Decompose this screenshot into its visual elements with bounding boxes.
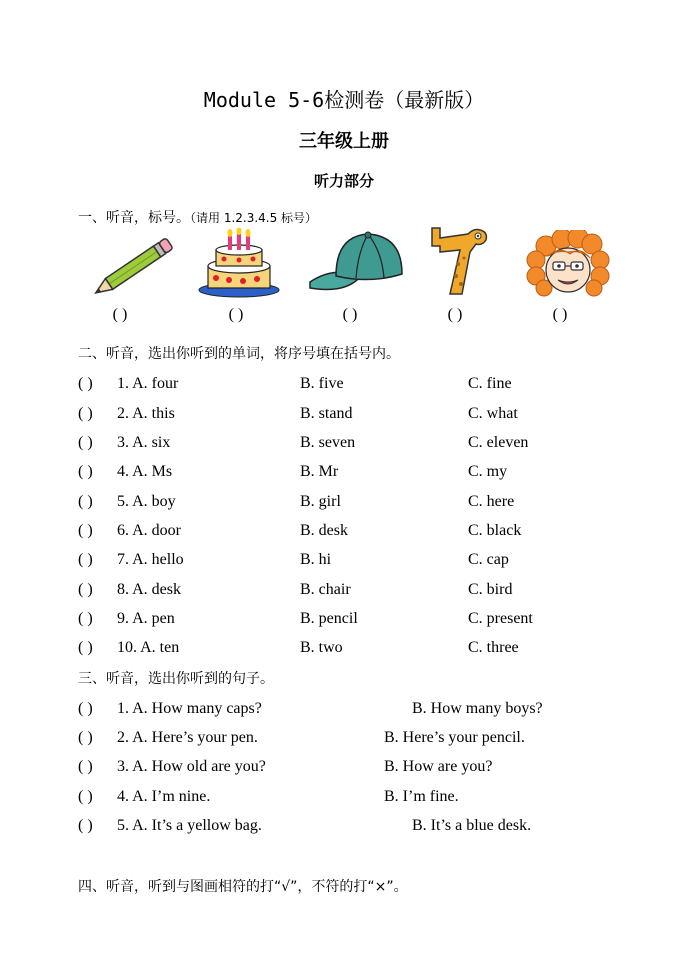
option-b: B. two: [300, 639, 343, 656]
option-a: 8. A. desk: [117, 581, 181, 598]
option-c: C. what: [468, 405, 518, 422]
option-a: 5. A. It’s a yellow bag.: [117, 817, 262, 834]
option-a: 2. A. this: [117, 405, 175, 422]
word-question-row: [78, 405, 678, 427]
option-b: B. hi: [300, 551, 332, 568]
section-4-heading: 四、听音，听到与图画相符的打“√”，不符的打“×”。: [78, 879, 408, 895]
answer-blank[interactable]: ( ): [78, 729, 93, 746]
cap-picture: [306, 230, 406, 296]
option-b: B. How are you?: [384, 758, 493, 775]
answer-blank[interactable]: ( ): [78, 463, 93, 480]
option-b: B. It’s a blue desk.: [412, 817, 532, 834]
part-heading: 听力部分: [313, 172, 374, 190]
girl-face-picture: [526, 230, 610, 298]
answer-blank[interactable]: ( ): [78, 551, 93, 568]
sentence-question-row: [78, 758, 678, 780]
word-question-row: [78, 522, 678, 544]
option-c: C. bird: [468, 581, 513, 598]
answer-blank[interactable]: ( ): [78, 405, 93, 422]
picture-blank-3[interactable]: ( ): [342, 306, 358, 323]
picture-blank-1[interactable]: ( ): [112, 306, 128, 323]
option-a: 9. A. pen: [117, 610, 175, 627]
option-b: B. How many boys?: [412, 700, 543, 717]
option-b: B. Here’s your pencil.: [384, 729, 525, 746]
answer-blank[interactable]: ( ): [78, 758, 93, 775]
answer-blank[interactable]: ( ): [78, 375, 93, 392]
answer-blank[interactable]: ( ): [78, 581, 93, 598]
answer-blank[interactable]: ( ): [78, 522, 93, 539]
answer-blank[interactable]: ( ): [78, 788, 93, 805]
word-question-row: [78, 610, 678, 632]
option-c: C. three: [468, 639, 519, 656]
answer-blank[interactable]: ( ): [78, 493, 93, 510]
option-b: B. seven: [300, 434, 356, 451]
sentence-question-row: [78, 729, 678, 751]
option-c: C. fine: [468, 375, 512, 392]
option-b: B. pencil: [300, 610, 358, 627]
option-a: 4. A. I’m nine.: [117, 788, 211, 805]
option-b: B. I’m fine.: [384, 788, 459, 805]
option-a: 3. A. six: [117, 434, 171, 451]
answer-blank[interactable]: ( ): [78, 700, 93, 717]
pencil-picture: [90, 236, 180, 298]
sentence-question-row: [78, 788, 678, 810]
birthday-cake-picture: [196, 228, 282, 300]
section-1-title: 一、听音，标号。: [78, 210, 190, 226]
option-c: C. my: [468, 463, 508, 480]
option-b: B. stand: [300, 405, 353, 422]
page-title: Module 5-6检测卷（最新版）: [203, 88, 485, 112]
option-b: B. five: [300, 375, 344, 392]
section-1-heading: [78, 207, 317, 227]
option-a: 2. A. Here’s your pen.: [117, 729, 258, 746]
picture-blank-5[interactable]: ( ): [552, 306, 568, 323]
option-a: 4. A. Ms: [117, 463, 173, 480]
option-c: C. black: [468, 522, 522, 539]
option-b: B. desk: [300, 522, 348, 539]
option-a: 6. A. door: [117, 522, 181, 539]
picture-blank-2[interactable]: ( ): [228, 306, 244, 323]
answer-blank[interactable]: ( ): [78, 610, 93, 627]
option-b: B. Mr: [300, 463, 339, 480]
answer-blank[interactable]: ( ): [78, 639, 93, 656]
sentence-question-row: [78, 817, 678, 839]
option-a: 10. A. ten: [117, 639, 180, 656]
option-a: 5. A. boy: [117, 493, 176, 510]
option-c: C. here: [468, 493, 515, 510]
option-c: C. cap: [468, 551, 509, 568]
word-question-row: [78, 493, 678, 515]
option-a: 1. A. How many caps?: [117, 700, 262, 717]
word-question-row: [78, 551, 678, 573]
section-1-note: （请用 1.2.3.4.5 标号）: [190, 211, 318, 225]
option-a: 1. A. four: [117, 375, 179, 392]
word-question-row: [78, 581, 678, 603]
word-question-row: [78, 375, 678, 397]
option-c: C. eleven: [468, 434, 529, 451]
word-question-row: [78, 639, 678, 661]
number-seven-picture: [428, 224, 494, 296]
option-a: 7. A. hello: [117, 551, 184, 568]
answer-blank[interactable]: ( ): [78, 434, 93, 451]
picture-blank-4[interactable]: ( ): [447, 306, 463, 323]
option-a: 3. A. How old are you?: [117, 758, 266, 775]
word-question-row: [78, 434, 678, 456]
option-c: C. present: [468, 610, 533, 627]
section-2-heading: 二、听音，选出你听到的单词，将序号填在括号内。: [78, 346, 400, 362]
page-subtitle: 三年级上册: [299, 131, 389, 152]
section-3-heading: 三、听音，选出你听到的句子。: [78, 671, 274, 687]
option-b: B. chair: [300, 581, 351, 598]
answer-blank[interactable]: ( ): [78, 817, 93, 834]
sentence-question-row: [78, 700, 678, 722]
word-question-row: [78, 463, 678, 485]
option-b: B. girl: [300, 493, 341, 510]
